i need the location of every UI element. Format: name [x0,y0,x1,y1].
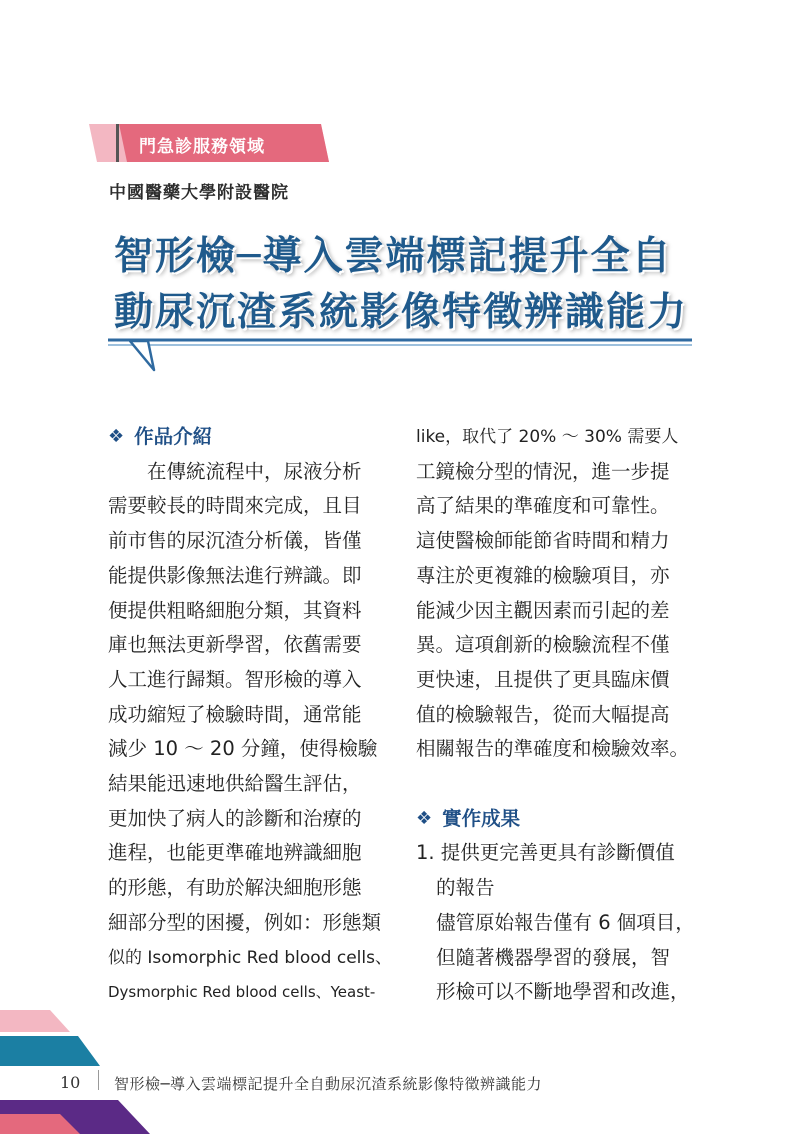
list-item-title: 的報告 [436,876,495,900]
body-line: 相關報告的準確度和檢驗效率。 [416,737,690,761]
diamond-bullet-icon: ❖ [416,807,433,829]
section-heading-intro [108,420,398,455]
body-line: 能減少因主觀因素而引起的差 [416,598,670,622]
list-item-title: 1. 提供更完善更具有診斷價值 [416,841,675,865]
category-tag [89,124,329,162]
body-line: 庫也無法更新學習，依舊需要 [108,633,362,657]
section-heading-intro-label: 作品介紹 [134,425,213,448]
title-line-1: 智形檢─導入雲端標記提升全自 [114,234,673,279]
body-line: 工鏡檢分型的情況，進一步提 [416,459,670,483]
body-line: 在傳統流程中，尿液分析 [108,459,362,483]
list-item-body: 但隨著機器學習的發展，智 [436,945,671,969]
body-line: 異。這項創新的檢驗流程不僅 [416,633,670,657]
body-line: 減少 10 ～ 20 分鐘，使得檢驗 [108,737,378,761]
body-line: 這使醫檢師能節省時間和精力 [416,529,670,553]
body-line: 需要較長的時間來完成，且目 [108,494,362,518]
body-line: 專注於更複雜的檢驗項目，亦 [416,563,670,587]
running-title: 智形檢─導入雲端標記提升全自動尿沉渣系統影像特徵辨識能力 [114,1075,543,1093]
list-item-body: 儘管原始報告僅有 6 個項目， [436,910,695,934]
diamond-bullet-icon: ❖ [108,426,125,447]
body-line: 結果能迅速地供給醫生評估， [108,772,362,796]
left-column [108,420,398,1010]
body-line: Dysmorphic Red blood cells、Yeast- [108,983,376,1002]
page-number: 10 [60,1073,81,1092]
right-column [416,420,706,1010]
body-line: 更加快了病人的診斷和治療的 [108,806,362,830]
body-line: like，取代了 20% ～ 30% 需要人 [416,427,679,447]
body-line: 前市售的尿沉渣分析儀，皆僅 [108,529,362,553]
body-line: 便提供粗略細胞分類，其資料 [108,598,362,622]
hospital-name: 中國醫藥大學附設醫院 [109,183,289,203]
section-spacer [416,767,706,802]
section-heading-results [416,802,706,837]
body-line: 值的檢驗報告，從而大幅提高 [416,702,670,726]
body-line: 的形態，有助於解決細胞形態 [108,876,362,900]
body-line: 細部分型的困擾，例如：形態類 [108,910,382,934]
footer-decoration [0,1010,200,1134]
category-label: 門急診服務領域 [139,137,265,157]
body-line: 似的 Isomorphic Red blood cells、 [108,947,392,968]
body-line: 人工進行歸類。智形檢的導入 [108,667,362,691]
body-line: 能提供影像無法進行辨識。即 [108,563,362,587]
body-line: 成功縮短了檢驗時間，通常能 [108,702,362,726]
speech-bubble-tail-icon [108,338,698,378]
title-line-2: 動尿沉渣系統影像特徵辨識能力 [114,290,689,335]
body-line: 更快速，且提供了更具臨床價 [416,667,670,691]
section-heading-results-label: 實作成果 [442,806,521,830]
article-title [114,229,714,341]
footer-divider [98,1070,99,1090]
body-line: 高了結果的準確度和可靠性。 [416,494,670,518]
body-line: 進程，也能更準確地辨識細胞 [108,841,362,865]
list-item-body: 形檢可以不斷地學習和改進， [436,980,690,1004]
